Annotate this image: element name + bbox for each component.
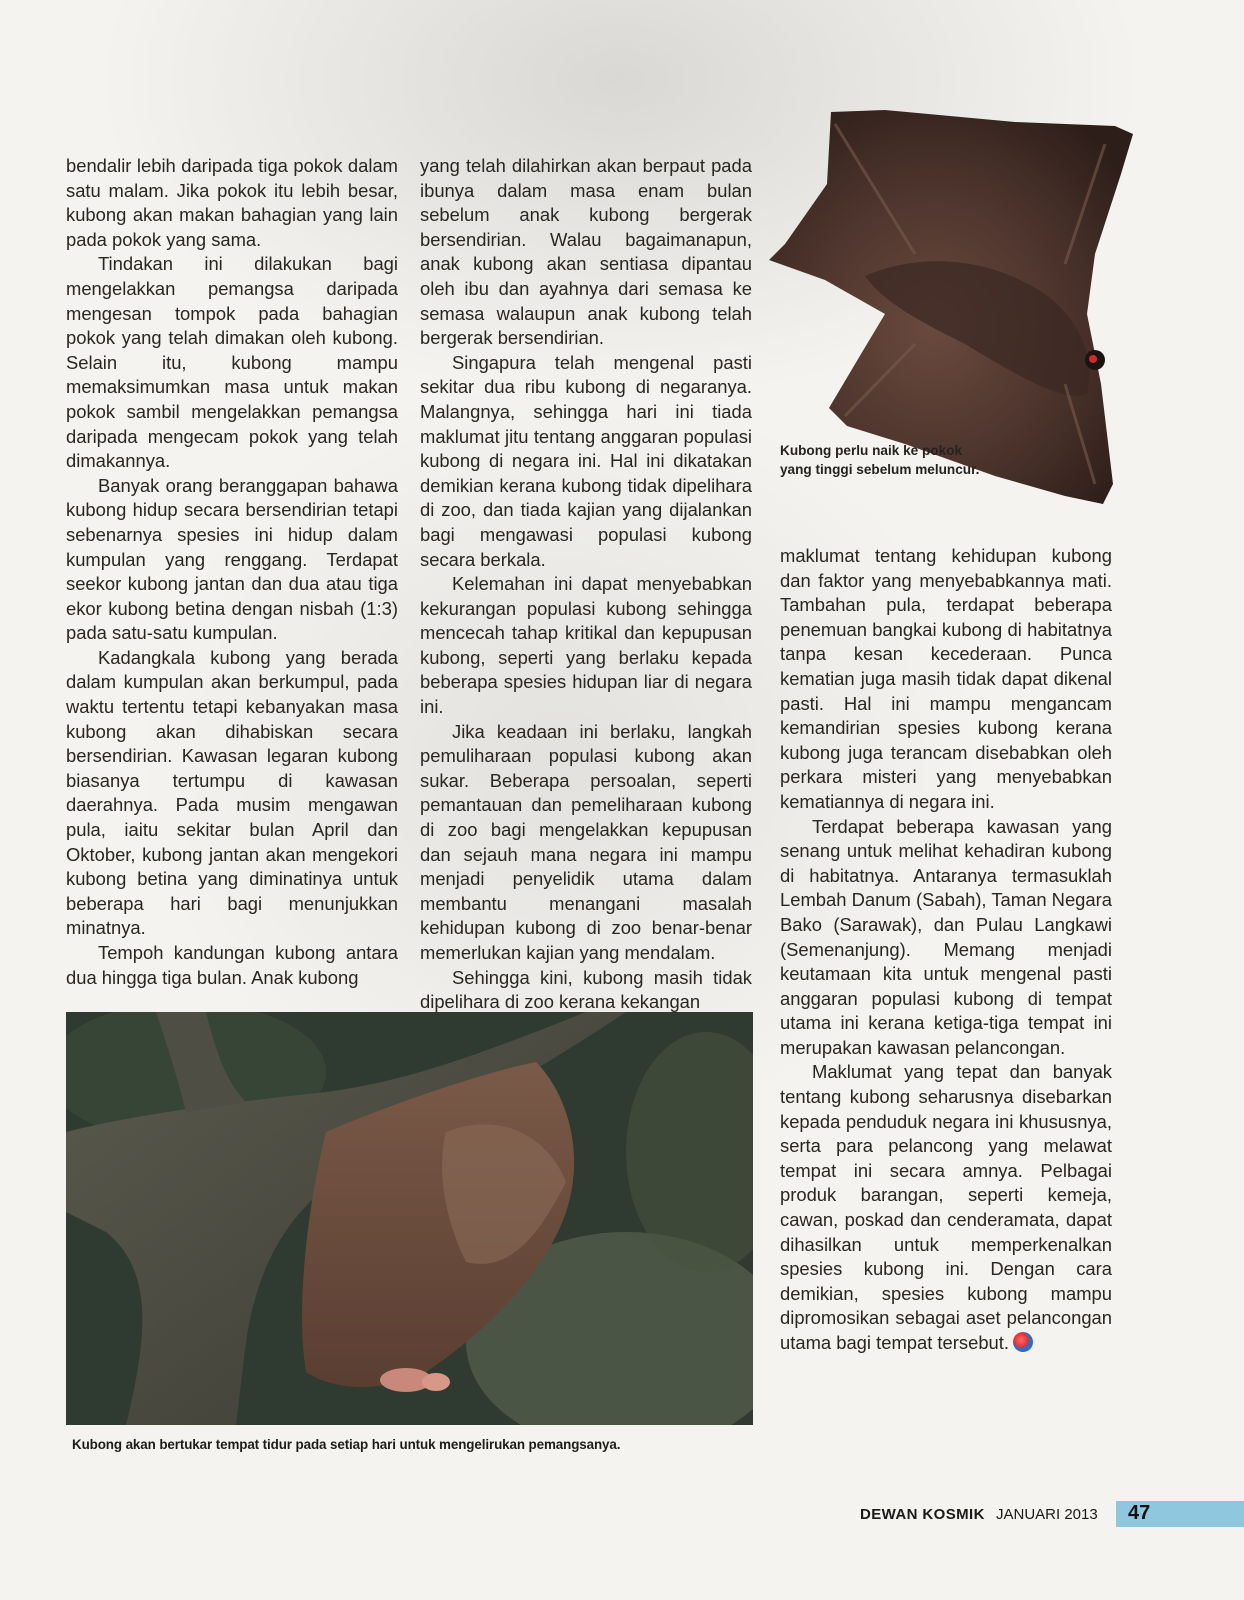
paragraph: Kadangkala kubong yang berada dalam kumpulan akan berkumpul, pada waktu tertentu tetapi kebanyakan masa kubong akan dihabiskan secara bersendirian. Kawasan legaran kubong biasanya tertumpu di kawasan daerahnya. Pada musim mengawan pula, iaitu sekitar bulan April dan Oktober, kubong jantan akan mengekori kubong betina yang diminatinya untuk beberapa hari bagi menunjukkan minatnya. bbox=[66, 646, 398, 939]
paragraph: Sehingga kini, kubong masih tidak dipelihara di zoo kerana kekangan bbox=[420, 966, 752, 1013]
magazine-name: DEWAN KOSMIK bbox=[860, 1506, 985, 1523]
paragraph bbox=[780, 1060, 1112, 1355]
paragraph: Jika keadaan ini berlaku, langkah pemuliharaan populasi kubong akan sukar. Beberapa persoalan, seperti pemantauan dan pemeliharaan kubong di zoo bagi mengelakkan kepupusan dan sejauh mana negara ini mampu menjadi penyelidik utama dalam membantu menangani masalah kehidupan kubong di zoo benar-benar memerlukan kajian yang mendalam. bbox=[420, 720, 752, 963]
paragraph: Singapura telah mengenal pasti sekitar dua ribu kubong di negaranya. Malangnya, sehingga hari ini tiada maklumat jitu tentang anggaran populasi kubong di negara ini. Hal ini dikatakan demikian kerana kubong tidak dipelihara di zoo, dan tiada kajian yang dijalankan bagi mengawasi populasi kubong secara berkala. bbox=[420, 351, 752, 570]
bottom-photo-caption: Kubong akan bertukar tempat tidur pada setiap hari untuk mengelirukan pemangsanya. bbox=[72, 1437, 621, 1452]
paragraph: Terdapat beberapa kawasan yang senang untuk melihat kehadiran kubong di habitatnya. Antaranya termasuklah Lembah Danum (Sabah), Taman Negara Bako (Sarawak), dan Pulau Langkawi (Semenanjung). Memang menjadi keutamaan kita untuk mengenal pasti anggaran populasi kubong di tempat utama ini kerana ketiga-tiga tempat ini merupakan kawasan pelancongan. bbox=[780, 815, 1112, 1058]
article-column-3 bbox=[780, 544, 1112, 1356]
paragraph: maklumat tentang kehidupan kubong dan faktor yang menyebabkannya mati. Tambahan pula, terdapat beberapa penemuan bangkai kubong di habitatnya tanpa kesan kecederaan. Punca kematian juga masih tidak dapat dikenal pasti. Hal ini mampu mengancam kemandirian spesies kubong kerana kubong juga terancam disebabkan oleh perkara misteri yang menyebabkan kematiannya di negara ini. bbox=[780, 545, 1112, 812]
paragraph: yang telah dilahirkan akan berpaut pada ibunya dalam masa enam bulan sebelum anak kubong bergerak bersendirian. Walau bagaimanapun, anak kubong akan sentiasa dipantau oleh ibu dan ayahnya dari semasa ke semasa walaupun anak kubong telah bergerak bersendirian. bbox=[420, 155, 752, 349]
top-photo-caption: Kubong perlu naik ke pokok yang tinggi sebelum meluncur. bbox=[780, 443, 980, 477]
end-of-article-icon bbox=[1013, 1332, 1033, 1352]
paragraph-text: Maklumat yang tepat dan banyak tentang kubong seharusnya disebarkan kepada penduduk negara ini khususnya, serta para pelancong yang melawat tempat ini secara amnya. Pelbagai produk barangan, seperti kemeja, cawan, poskad dan cenderamata, dapat dihasilkan untuk memperkenalkan spesies kubong ini. Dengan cara demikian, spesies kubong mampu dipromosikan sebagai aset pelancongan utama bagi tempat tersebut. bbox=[780, 1061, 1112, 1353]
article-column-1 bbox=[66, 154, 398, 990]
paragraph: bendalir lebih daripada tiga pokok dalam satu malam. Jika pokok itu lebih besar, kubong akan makan bahagian yang lain pada pokok yang sama. bbox=[66, 155, 398, 250]
paragraph: Tindakan ini dilakukan bagi mengelakkan pemangsa daripada mengesan tompok pada bahagian pokok yang telah dimakan oleh kubong. Selain itu, kubong mampu memaksimumkan masa untuk makan pokok sambil mengelakkan pemangsa daripada mengecam pokok yang telah dimakannya. bbox=[66, 253, 398, 472]
issue-date: JANUARI 2013 bbox=[996, 1506, 1098, 1523]
page-footer bbox=[860, 1501, 1244, 1527]
page-number: 47 bbox=[1128, 1502, 1151, 1524]
article-column-2 bbox=[420, 154, 752, 1015]
paragraph: Kelemahan ini dapat menyebabkan kekurangan populasi kubong sehingga mencecah tahap kritikal dan kepupusan kubong, seperti yang berlaku kepada beberapa spesies hidupan liar di negara ini. bbox=[420, 573, 752, 718]
paragraph: Banyak orang beranggapan bahawa kubong hidup secara bersendirian tetapi sebenarnya spesies ini hidup dalam kumpulan yang renggang. Terdapat seekor kubong jantan dan dua atau tiga ekor kubong betina dengan nisbah (1:3) pada satu-satu kumpulan. bbox=[66, 474, 398, 644]
paragraph: Tempoh kandungan kubong antara dua hingga tiga bulan. Anak kubong bbox=[66, 942, 398, 988]
colugo-on-branch-photo bbox=[66, 1012, 753, 1425]
